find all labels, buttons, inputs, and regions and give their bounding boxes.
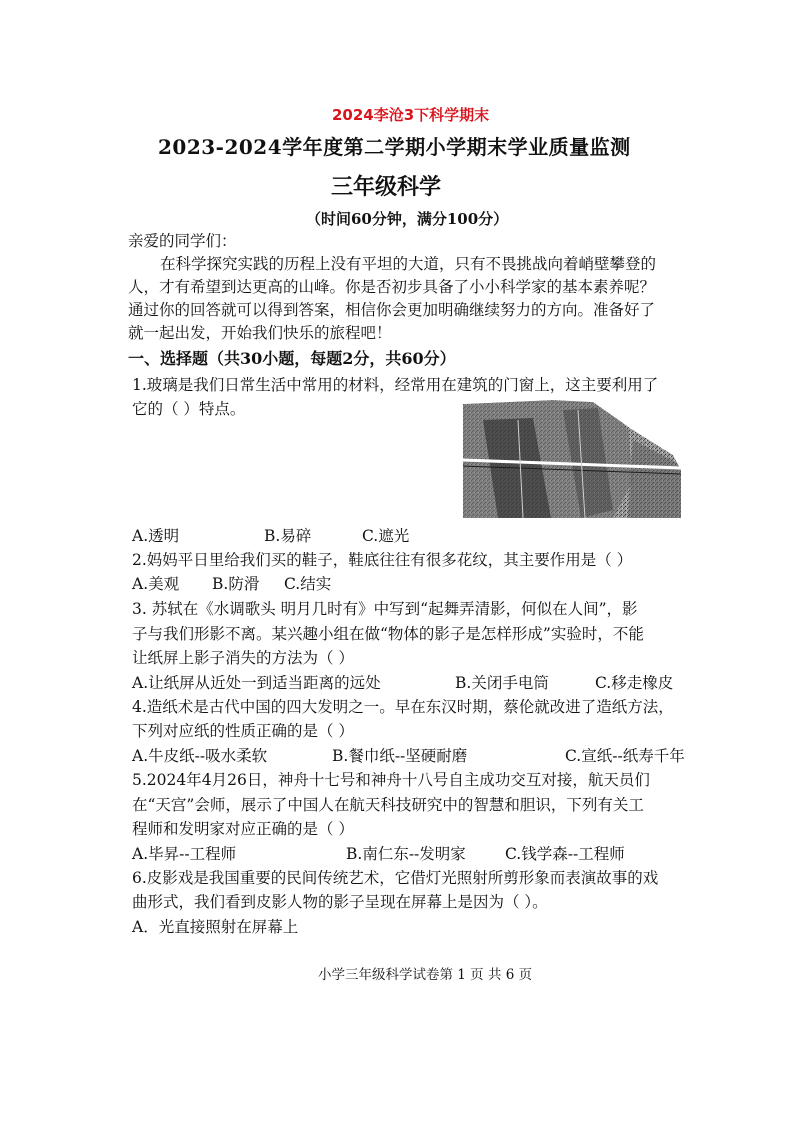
page-footer: 小学三年级科学试卷第 1 页 共 6 页	[318, 967, 533, 983]
option-a: A.透明	[132, 527, 180, 545]
intro-line: 通过你的回答就可以得到答案，相信你会更加明确继续努力的方向。准备好了	[128, 301, 656, 319]
greeting: 亲爱的同学们：	[128, 232, 237, 250]
intro-line: 人，才有希望到达更高的山峰。你是否初步具备了小小科学家的基本素养呢？	[128, 278, 656, 296]
question-5-line: 在“天宫”会师，展示了中国人在航天科技研究中的智慧和胆识，下列有关工	[132, 796, 644, 814]
question-3-line: 让纸屏上影子消失的方法为（ ）	[132, 649, 354, 667]
question-1-line: 1.玻璃是我们日常生活中常用的材料，经常用在建筑的门窗上，这主要利用了	[132, 376, 659, 394]
question-6-line: 6.皮影戏是我国重要的民间传统艺术，它借灯光照射所剪形象而表演故事的戏	[132, 869, 659, 887]
option-b: B.防滑	[212, 575, 260, 593]
option-a: A.美观	[132, 575, 180, 593]
question-4-line: 下列对应纸的性质正确的是（ ）	[132, 722, 354, 740]
option-c: C.宣纸--纸寿千年	[565, 747, 685, 765]
option-a: A.让纸屏从近处一到适当距离的远处	[132, 674, 381, 692]
option-a: A.牛皮纸--吸水柔软	[132, 747, 268, 765]
option-a: A.毕昇--工程师	[132, 845, 237, 863]
question-2-line: 2.妈妈平日里给我们买的鞋子，鞋底往往有很多花纹，其主要作用是（ ）	[132, 551, 633, 569]
option-c: C.遮光	[362, 527, 410, 545]
question-6-line: 曲形式，我们看到皮影人物的影子呈现在屏幕上是因为（ ）。	[132, 893, 548, 911]
question-4-line: 4.造纸术是古代中国的四大发明之一。早在东汉时期，蔡伦就改进了造纸方法，	[132, 698, 674, 716]
option-c: C.结实	[284, 575, 332, 593]
option-c: C.钱学森--工程师	[505, 845, 625, 863]
option-b: B.南仁东--发明家	[346, 845, 466, 863]
section-heading: 一、选择题（共30小题，每题2分，共60分）	[128, 349, 456, 368]
source-tag: 2024李沧3下科学期末	[332, 106, 490, 124]
option-c: C.移走橡皮	[595, 674, 674, 692]
option-b: B.易碎	[264, 527, 312, 545]
glass-building-photo	[463, 400, 681, 518]
exam-title: 2023-2024学年度第二学期小学期末学业质量监测	[158, 135, 631, 159]
intro-line: 在科学探究实践的历程上没有平坦的大道，只有不畏挑战向着峭壁攀登的	[160, 255, 657, 273]
question-1-line: 它的（ ）特点。	[132, 400, 246, 418]
question-3-line: 子与我们形影不离。某兴趣小组在做“物体的影子是怎样形成”实验时，不能	[132, 625, 644, 643]
option-a: A．光直接照射在屏幕上	[132, 918, 299, 936]
question-5-line: 5.2024年4月26日，神舟十七号和神舟十八号自主成功交互对接，航天员们	[132, 771, 650, 789]
option-b: B.餐巾纸--坚硬耐磨	[332, 747, 468, 765]
question-5-line: 程师和发明家对应正确的是（ ）	[132, 820, 354, 838]
time-note: （时间60分钟，满分100分）	[306, 210, 509, 228]
exam-subtitle: 三年级科学	[331, 174, 442, 200]
intro-line: 就一起出发，开始我们快乐的旅程吧！	[128, 324, 392, 342]
option-b: B.关闭手电筒	[455, 674, 549, 692]
question-3-line: 3. 苏轼在《水调歌头 明月几时有》中写到“起舞弄清影，何似在人间”，影	[132, 600, 638, 618]
